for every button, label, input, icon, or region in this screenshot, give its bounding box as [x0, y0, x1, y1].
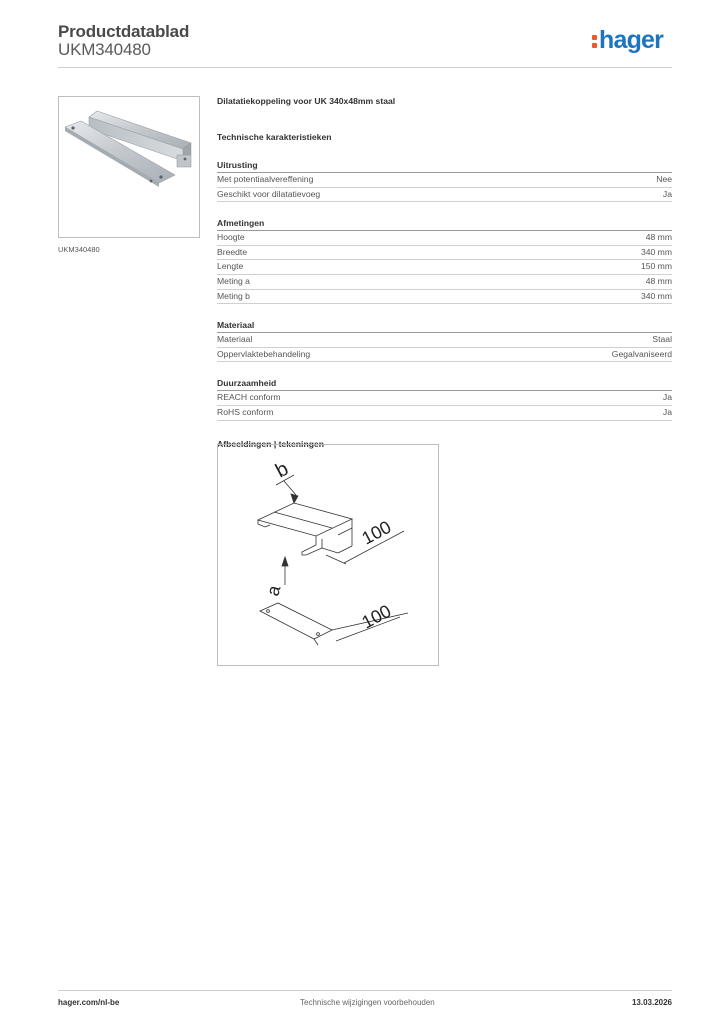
spec-label: Lengte	[217, 261, 244, 272]
spec-value: Ja	[662, 188, 672, 199]
dimension-label-bottom: 100	[358, 600, 395, 633]
section-uitrusting	[217, 154, 672, 202]
spec-label: Geschikt voor dilatatievoeg	[217, 188, 321, 199]
spec-value: Nee	[656, 174, 672, 184]
section-duurzaamheid	[217, 372, 672, 420]
section-title: Duurzaamheid	[217, 372, 672, 391]
section-afmetingen	[217, 212, 672, 304]
spec-row	[217, 391, 672, 406]
logo-text: hager	[599, 26, 664, 54]
hager-logo[interactable]	[592, 26, 663, 55]
spec-row	[217, 188, 672, 203]
section-title: Uitrusting	[217, 154, 672, 173]
spec-label: Meting b	[217, 290, 250, 301]
spec-row	[217, 260, 672, 275]
page-title: Productdatablad	[58, 22, 190, 41]
spec-label: REACH conform	[217, 392, 281, 403]
product-code: UKM340480	[58, 40, 151, 59]
spec-label: Breedte	[217, 246, 248, 257]
section-title: Materiaal	[217, 314, 672, 333]
spec-label: Meting a	[217, 275, 250, 286]
spec-row	[217, 333, 672, 348]
spec-row	[217, 246, 672, 261]
spec-label: Materiaal	[217, 334, 253, 345]
product-image-caption: UKM340480	[58, 245, 100, 254]
spec-value: Staal	[652, 334, 672, 345]
spec-row	[217, 173, 672, 188]
spec-row	[217, 231, 672, 246]
logo-dots-icon	[592, 29, 598, 51]
spec-value: Ja	[662, 392, 672, 403]
section-title: Afmetingen	[217, 212, 672, 231]
spec-row	[217, 275, 672, 290]
spec-value: 48 mm	[645, 275, 672, 286]
spec-value: 340 mm	[640, 246, 672, 257]
dimension-label-a: a	[262, 583, 285, 599]
dimension-label-top: 100	[358, 516, 395, 549]
footer-date: 13.03.2026	[631, 998, 672, 1007]
spec-value: 48 mm	[645, 232, 672, 243]
product-image	[58, 96, 200, 238]
section-materiaal	[217, 314, 672, 362]
dimension-drawing-icon	[218, 445, 438, 665]
technical-drawing	[217, 444, 439, 666]
spec-label: RoHS conform	[217, 406, 274, 417]
spec-label: Met potentiaalvereffening	[217, 174, 314, 184]
spec-label: Oppervlaktebehandeling	[217, 348, 311, 359]
technical-heading: Technische karakteristieken	[217, 132, 332, 142]
spec-value: Gegalvaniseerd	[611, 348, 672, 359]
spec-row	[217, 348, 672, 363]
header-divider	[58, 67, 672, 68]
spec-row	[217, 290, 672, 305]
spec-row	[217, 406, 672, 421]
product-photo-icon	[59, 97, 199, 237]
product-description: Dilatatiekoppeling voor UK 340x48mm staal	[217, 96, 396, 106]
footer-divider	[58, 990, 672, 991]
footer-notice: Technische wijzigingen voorbehouden	[300, 998, 435, 1007]
spec-column	[217, 96, 672, 451]
spec-value: 340 mm	[640, 290, 672, 301]
spec-value: Ja	[662, 406, 672, 417]
dimension-label-b: b	[272, 457, 293, 483]
figures-heading: Afbeeldingen | tekeningen	[217, 438, 324, 449]
spec-label: Hoogte	[217, 232, 245, 243]
footer-website-link[interactable]: hager.com/nl-be	[58, 998, 120, 1007]
spec-value: 150 mm	[640, 261, 672, 272]
